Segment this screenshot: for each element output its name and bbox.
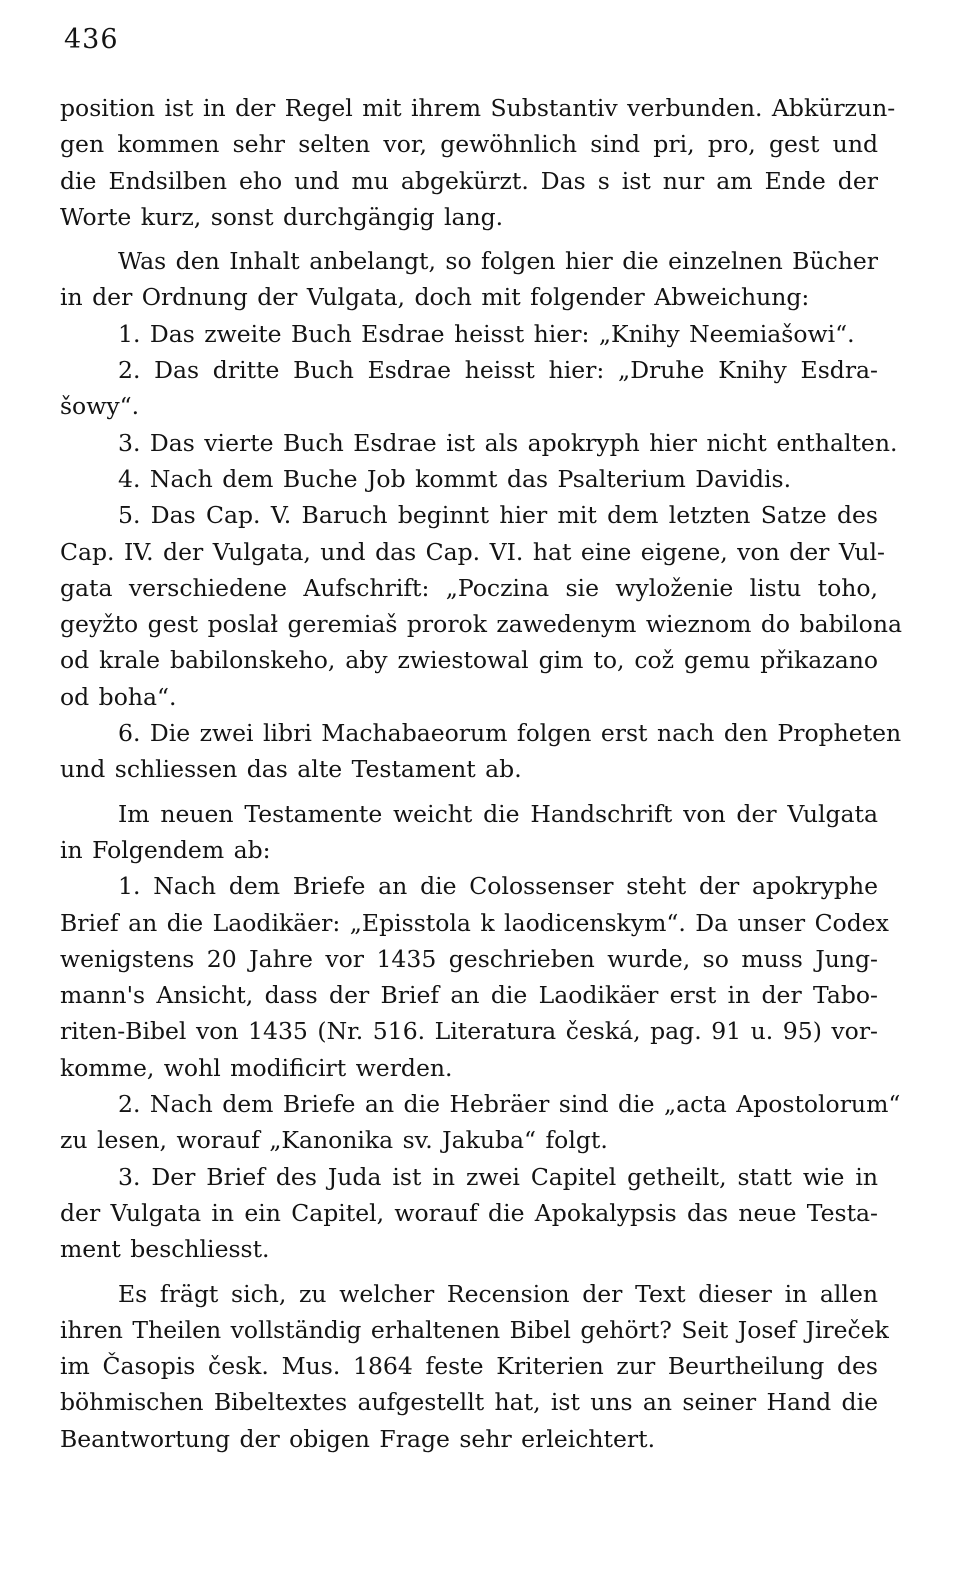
text-line: der Vulgata in ein Capitel, worauf die Apokalypsis das neue Testa- — [60, 1198, 878, 1227]
text-line: Beantwortung der obigen Frage sehr erleichtert. — [60, 1424, 656, 1453]
text-line: od boha“. — [60, 682, 177, 711]
text-line: Im neuen Testamente weicht die Handschrift von der Vulgata — [118, 799, 878, 828]
list-item: 5. Das Cap. V. Baruch beginnt hier mit dem letzten Satze des — [118, 501, 878, 530]
text-line: komme, wohl modificirt werden. — [60, 1053, 453, 1082]
text-line: Was den Inhalt anbelangt, so folgen hier die einzelnen Bücher — [118, 247, 879, 276]
list-item: 4. Nach dem Buche Job kommt das Psalterium Davidis. — [118, 464, 792, 493]
page-number: 436 — [64, 24, 119, 55]
text-line: die Endsilben eho und mu abgekürzt. Das s ist nur am Ende der — [60, 166, 878, 195]
text-line: wenigstens 20 Jahre vor 1435 geschrieben wurde, so muss Jung- — [60, 944, 878, 973]
list-item: 1. Das zweite Buch Esdrae heisst hier: „Knihy Neemiašowi“. — [118, 319, 855, 348]
text-line: und schliessen das alte Testament ab. — [60, 755, 522, 784]
text-line: riten-Bibel von 1435 (Nr. 516. Literatura česká, pag. 91 u. 95) vor- — [60, 1017, 878, 1046]
text-line: šowy“. — [60, 392, 140, 421]
list-item: 3. Das vierte Buch Esdrae ist als apokryph hier nicht enthalten. — [118, 428, 898, 457]
text-line: od krale babilonskeho, aby zwiestowal gim to, což gemu přikazano — [60, 646, 878, 675]
text-line: geyžto gest poslał geremiaš prorok zawedenym wieznom do babilona — [60, 610, 902, 639]
text-line: in Folgendem ab: — [60, 835, 271, 864]
text-line: zu lesen, worauf „Kanonika sv. Jakuba“ folgt. — [60, 1126, 608, 1155]
list-item: 2. Das dritte Buch Esdrae heisst hier: „Druhe Knihy Esdra- — [118, 356, 878, 385]
body-text — [60, 90, 902, 1457]
text-line: position ist in der Regel mit ihrem Substantiv verbunden. Abkürzun- — [60, 94, 896, 122]
text-line: Es frägt sich, zu welcher Recension der Text dieser in allen — [118, 1279, 878, 1308]
text-line: gata verschiedene Aufschrift: „Poczina sie wyloženie listu toho, — [60, 573, 878, 602]
list-item: 6. Die zwei libri Machabaeorum folgen erst nach den Propheten — [118, 719, 902, 748]
text-line: mann's Ansicht, dass der Brief an die Laodikäer erst in der Tabo- — [60, 981, 878, 1010]
list-item: 3. Der Brief des Juda ist in zwei Capitel getheilt, statt wie in — [118, 1162, 878, 1191]
text-line: in der Ordnung der Vulgata, doch mit folgender Abweichung: — [60, 283, 810, 312]
text-line: Worte kurz, sonst durchgängig lang. — [60, 202, 504, 231]
text-line: ihren Theilen vollständig erhaltenen Bibel gehört? Seit Josef Jireček — [60, 1315, 889, 1344]
text-line: böhmischen Bibeltextes aufgestellt hat, ist uns an seiner Hand die — [60, 1388, 878, 1417]
text-line: ment beschliesst. — [60, 1235, 270, 1264]
text-line: im Časopis česk. Mus. 1864 feste Kriterien zur Beurtheilung des — [60, 1352, 878, 1381]
list-item: 1. Nach dem Briefe an die Colossenser steht der apokryphe — [118, 872, 878, 901]
text-line: gen kommen sehr selten vor, gewöhnlich sind pri, pro, gest und — [60, 130, 878, 159]
text-line: Cap. IV. der Vulgata, und das Cap. VI. hat eine eigene, von der Vul- — [60, 537, 885, 566]
list-item: 2. Nach dem Briefe an die Hebräer sind die „acta Apostolorum“ — [118, 1090, 901, 1119]
text-line: Brief an die Laodikäer: „Episstola k laodicenskym“. Da unser Codex — [60, 908, 889, 937]
